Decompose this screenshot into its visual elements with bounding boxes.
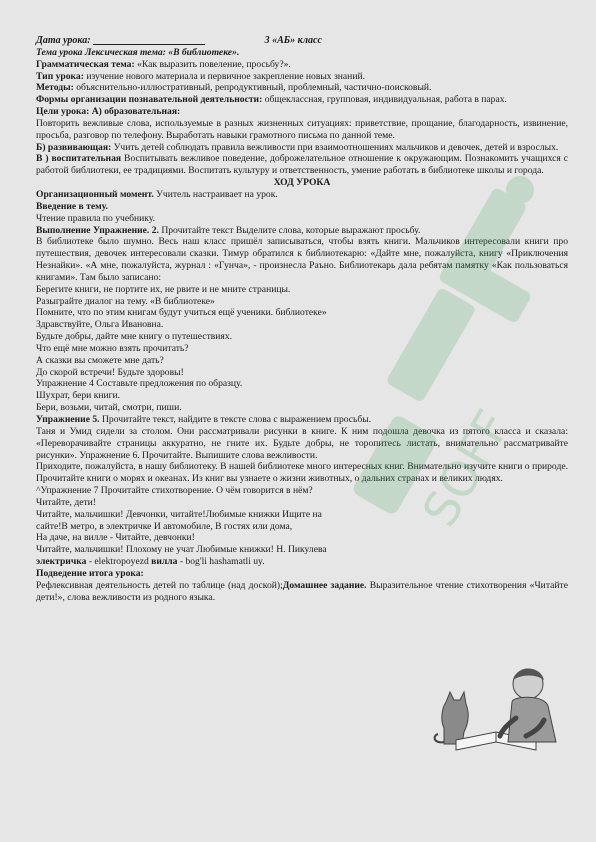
dialog-line-8: До скорой встречи! Будьте здоровы! xyxy=(36,366,184,378)
svg-text:SOFF: SOFF xyxy=(411,401,523,536)
dialog-line-5: Будьте добры, дайте мне книгу о путешествиях. xyxy=(36,331,233,343)
poem-line-2: Читайте, мальчишки! Девчонки, читайте!Любимые книжки Ищите на xyxy=(36,508,322,520)
lesson-course-heading: ХОД УРОКА xyxy=(273,177,331,189)
exercise-5-line: Упражнение 5. Прочитайте текст, найдите в тексте слова с выражением просьбы. xyxy=(36,414,372,425)
dialog-line-3: Помните, что по этим книгам будут учиться ещё ученики. библиотеке» xyxy=(36,307,327,319)
exercise-6-text: Приходите, пожалуйста, в нашу библиотеку. В нашей библиотеке много интересных книг. Внимательно изучите книги о природе. Прочитайте книги о морях и океанах. Из книг вы узнаете о жизни животных, о дальних странах и великих людях. xyxy=(36,461,568,485)
date-blank-line xyxy=(93,35,205,45)
goals-heading: Цели урока: А) образовательная: xyxy=(36,106,181,118)
example-line-2: Бери, возьми, читай, смотри, пиши. xyxy=(36,402,182,414)
dialog-line-4: Здравствуйте, Ольга Ивановна. xyxy=(36,319,164,331)
poem-line-3: сайте!В метро, в электричке И автомобиле, В гостях или дома, xyxy=(36,520,293,532)
goals-b-line: Б) развивающая: Учить детей соблюдать правила вежливости при взаимоотношениях мальчиков и девочек, детей и взрослых. xyxy=(36,141,559,153)
methods-line: Методы: объяснительно-иллюстративный, репродуктивный, проблемный, частично-поисковый. xyxy=(36,82,432,94)
child-reading-illustration xyxy=(416,662,568,754)
type-line: Тип урока: изучение нового материала и первичное закрепление новых знаний. xyxy=(36,70,365,82)
poem-line-4: На даче, на вилле - Читайте, девчонки! xyxy=(36,532,195,544)
org-moment-line: Организационный момент. Учитель настраивает на урок. xyxy=(36,188,278,200)
dialog-line-6: Что ещё мне можно взять прочитать? xyxy=(36,342,189,354)
goals-c-line: В ) воспитательная Воспитывать вежливое поведение, доброжелательное отношение к окружающим. Познакомить учащихся с работой библиотеки, ее традициями. Воспитать культуру и ответственность, умение работать в библиотеке школы и города. xyxy=(36,153,569,177)
class-label: 3 «АБ» класс xyxy=(264,35,322,46)
summary-heading: Подведение итога урока: xyxy=(36,567,144,579)
dialog-line-7: А сказки вы сможете мне дать? xyxy=(36,354,164,366)
exercise-7-line: ^Упражнение 7 Прочитайте стихотворение. О чём говорится в нём? xyxy=(36,485,313,497)
intro-heading: Введение в тему. xyxy=(36,200,108,212)
exercise-5-text: Таня и Умид сидели за столом. Они рассматривали рисунки в книге. К ним подошла девочка из пятого класса и сказала: «Переворачивайте страницы аккуратно, не гните их. Будьте добры, не торопитесь листать, внимательно рассматривайте рисунки». Упражнение 6. Прочитайте. Выпишите слова вежливости. xyxy=(36,425,568,461)
dialog-line-1: Берегите книги, не портите их, не рвите и не мните страницы. xyxy=(36,283,291,295)
topic-line: Тема урока Лексическая тема: «В библиотеке». xyxy=(36,46,240,58)
date-label: Дата урока: xyxy=(36,35,91,46)
dialog-line-2: Разыграйте диалог на тему. «В библиотеке» xyxy=(36,295,215,307)
exercise-4-line: Упражнение 4 Составьте предложения по образцу. xyxy=(36,378,243,390)
reading-line: Чтение правила по учебнику. xyxy=(36,212,156,224)
poem-line-5: Читайте, мальчишки! Плохому не учат Любимые книжки! Н. Пикулева xyxy=(36,544,327,556)
goals-a-text: Повторить вежливые слова, используемые в разных жизненных ситуациях: приветствие, прощание, благодарность, извинение, просьба, разговор по телефону. Выработать навыки грамотного письма по данной теме. xyxy=(36,117,568,141)
grammar-line: Грамматическая тема: «Как выразить повеление, просьбу?». xyxy=(36,58,291,70)
forms-line: Формы организации познавательной деятельности: общеклассная, групповая, индивидуальная, работа в парах. xyxy=(36,94,507,106)
summary-text: Рефлексивная деятельность детей по таблице (над доской);Домашнее задание. Выразительное чтение стихотворения «Читайте дети!», слова вежливости из родного языка. xyxy=(36,579,568,603)
vocabulary-line: электричка - elektropoyezd вилла - bog'li hashamatli uy. xyxy=(36,556,265,568)
exercise-2-line: Выполнение Упражнение. 2. Прочитайте текст Выделите слова, которые выражают просьбу. xyxy=(36,224,421,236)
poem-line-1: Читайте, дети! xyxy=(36,496,96,508)
exercise-2-text: В библиотеке было шумно. Весь наш класс пришёл записываться, чтобы взять книги. Мальчиков интересовали книги про путешествия, девочек интересовали сказки. Тимур обратился к библиотекарю: «Дайте мне, пожалуйста, книгу «Приключения Незнайки». «А мне, пожалуйста, журнал : «Гунча», - произнесла Раъно. Библиотекарь дала ребятам памятку «Как пользоваться книгами». Там было записано: xyxy=(36,236,568,283)
header-row xyxy=(36,35,568,47)
example-line-1: Шухрат, бери книги. xyxy=(36,390,121,402)
